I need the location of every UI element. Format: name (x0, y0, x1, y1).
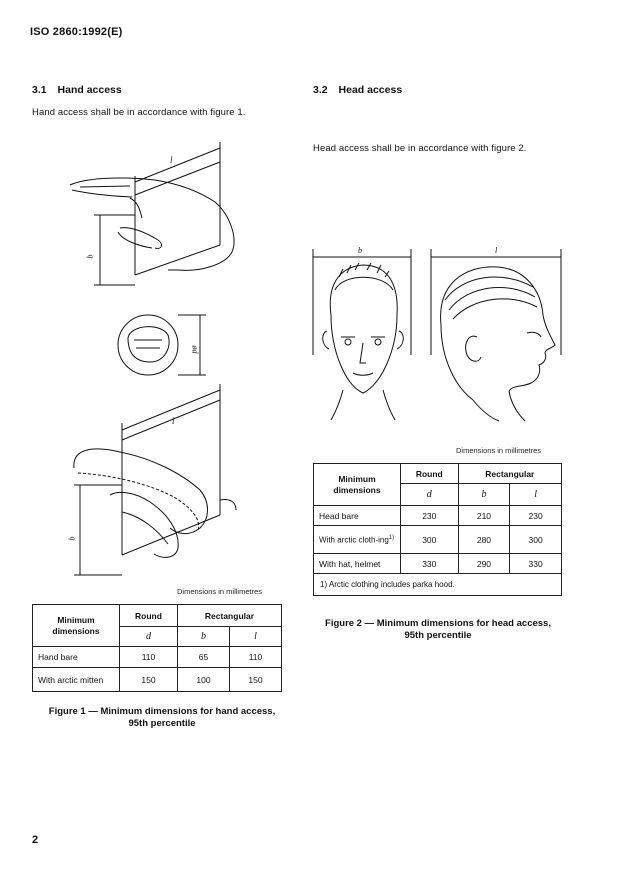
cell-d: 150 (120, 668, 178, 692)
cell-b: 65 (177, 647, 229, 668)
hand-dimensions-table (32, 604, 282, 692)
col-header-minimum: Minimum dimensions (314, 464, 401, 506)
row-label-text: With arctic cloth-ing (319, 535, 389, 545)
sym-b: b (177, 627, 229, 647)
page-number: 2 (32, 834, 39, 846)
cell-d: 300 (401, 526, 459, 554)
head-dimensions-note: Dimensions in millimetres (456, 446, 542, 455)
row-label (314, 526, 401, 554)
caption-line-2: 95th percentile (404, 630, 472, 641)
cell-b: 290 (458, 554, 510, 574)
table-row (314, 526, 562, 554)
head-dim-b: b (358, 246, 362, 255)
row-label: With hat, helmet (314, 554, 401, 574)
cell-d: 110 (120, 647, 178, 668)
section-3-2-heading (313, 84, 402, 96)
figure-1-hand-illustration (60, 140, 300, 590)
hand-dimensions-note: Dimensions in millimetres (177, 587, 263, 596)
cell-b: 210 (458, 506, 510, 526)
cell-d: 330 (401, 554, 459, 574)
section-title: Hand access (57, 84, 122, 96)
figure-2-caption (313, 618, 563, 642)
cell-l: 230 (510, 506, 562, 526)
hand-dim-d: ød (190, 345, 200, 354)
cell-l: 150 (229, 668, 281, 692)
head-access-text: Head access shall be in accordance with figure 2. (313, 143, 527, 154)
caption-line-1: Figure 1 — Minimum dimensions for hand access, (48, 706, 276, 717)
head-dimensions-table (313, 463, 562, 596)
table-row (314, 506, 562, 526)
cell-b: 280 (458, 526, 510, 554)
col-header-minimum: Minimum dimensions (33, 605, 120, 647)
cell-d: 230 (401, 506, 459, 526)
cell-b: 100 (177, 668, 229, 692)
figure-2-head-illustration (313, 245, 563, 430)
table-footnote: 1) Arctic clothing includes parka hood. (314, 574, 562, 596)
col-header-round: Round (401, 464, 459, 484)
head-dim-l: l (495, 246, 498, 255)
table-row (33, 668, 282, 692)
sym-d: d (401, 484, 459, 506)
section-3-1-heading (32, 84, 122, 96)
row-label: Hand bare (33, 647, 120, 668)
document-header: ISO 2860:1992(E) (30, 26, 123, 38)
sym-l: l (510, 484, 562, 506)
row-label: With arctic mitten (33, 668, 120, 692)
cell-l: 110 (229, 647, 281, 668)
hand-dim-l-bottom: l (172, 416, 175, 426)
col-header-round: Round (120, 605, 178, 627)
figure-1-caption (32, 706, 292, 730)
cell-l: 300 (510, 526, 562, 554)
hand-dim-b-bottom: b (67, 536, 77, 541)
section-title: Head access (338, 84, 403, 96)
col-header-rectangular: Rectangular (177, 605, 281, 627)
footnote-marker: 1) (388, 535, 395, 542)
table-row (314, 554, 562, 574)
hand-access-text: Hand access shall be in accordance with figure 1. (32, 107, 246, 118)
sym-b: b (458, 484, 510, 506)
hand-dim-b-top: b (85, 254, 95, 259)
section-number: 3.1 (32, 84, 47, 96)
table-row (33, 647, 282, 668)
hand-dim-l-top: l (170, 155, 173, 165)
col-header-rectangular: Rectangular (458, 464, 561, 484)
caption-line-2: 95th percentile (128, 718, 196, 729)
cell-l: 330 (510, 554, 562, 574)
sym-d: d (120, 627, 178, 647)
section-number: 3.2 (313, 84, 328, 96)
sym-l: l (229, 627, 281, 647)
caption-line-1: Figure 2 — Minimum dimensions for head access, (325, 618, 551, 629)
row-label: Head bare (314, 506, 401, 526)
